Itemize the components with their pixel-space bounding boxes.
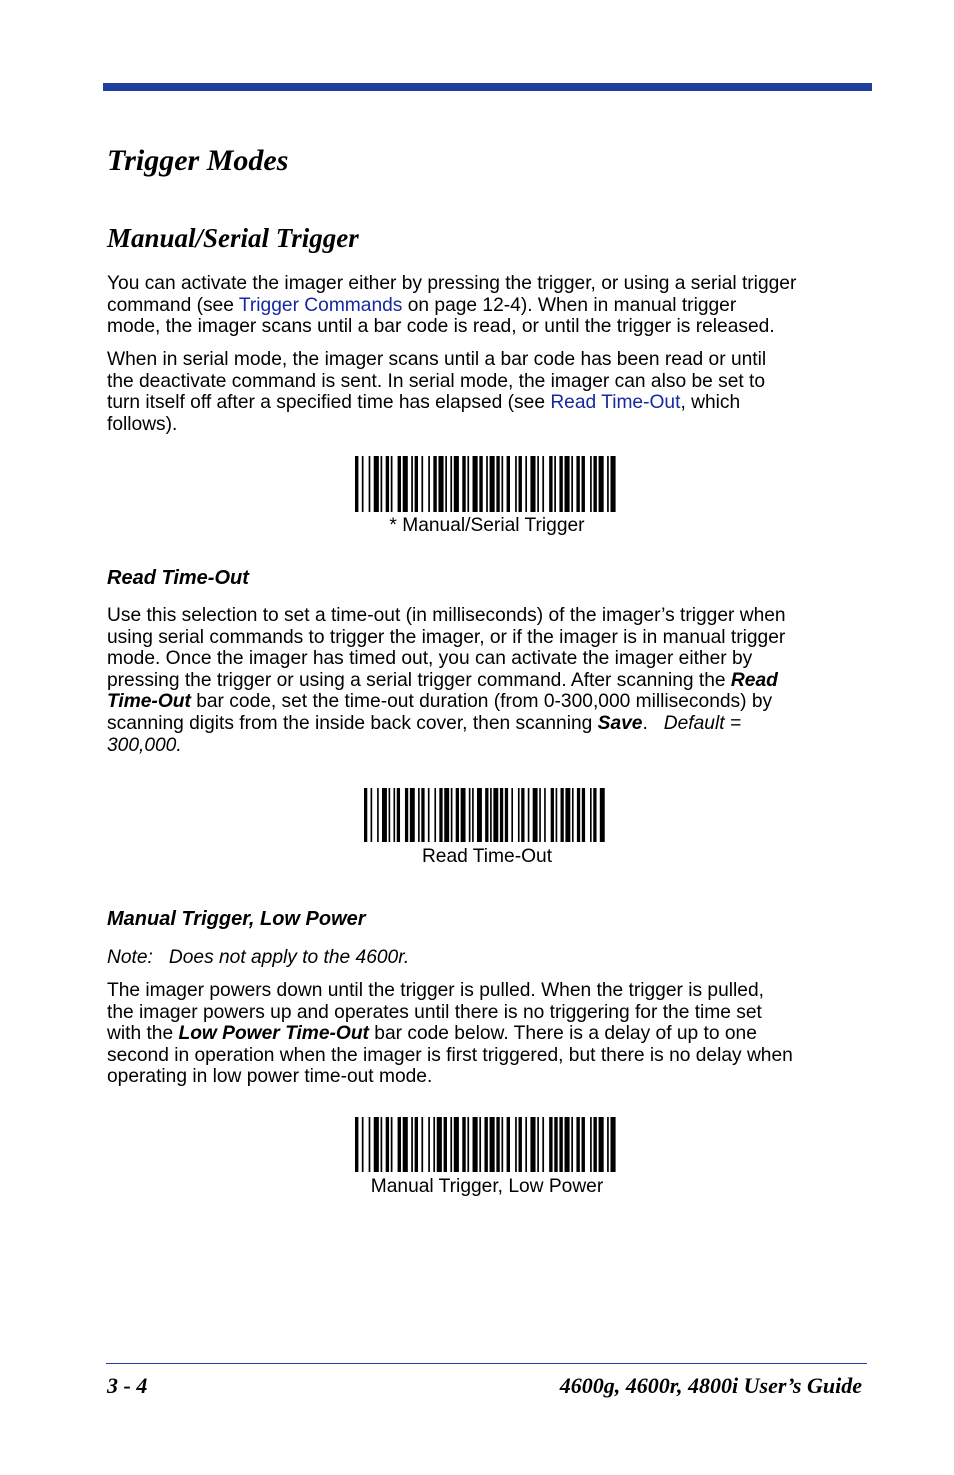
text-line (107, 670, 877, 692)
barcode-bar (377, 788, 379, 842)
barcode-bar (374, 1117, 379, 1172)
barcode-bar (403, 456, 408, 512)
barcode-bar (554, 1117, 557, 1172)
barcode-bar (433, 456, 436, 512)
trigger-commands-link[interactable]: Trigger Commands (238, 294, 403, 316)
barcode-bar (610, 1117, 615, 1172)
barcode-bar (599, 1117, 604, 1172)
barcode-bar (473, 456, 478, 512)
bold-term: Low Power Time-Out (178, 1023, 369, 1045)
text-line: mode, the imager scans until a bar code is read, or until the trigger is released. (107, 316, 775, 338)
barcode-bar (484, 1117, 487, 1172)
intro-paragraph-2 (107, 349, 877, 435)
barcode-bar (496, 1117, 499, 1172)
barcode-bar (572, 788, 574, 842)
barcode-bar (590, 788, 592, 842)
text-span: pressing the trigger or using a serial trigger command. After scanning the (107, 669, 731, 691)
footer-page-number: 3 - 4 (107, 1373, 148, 1398)
barcode-bar (391, 1117, 393, 1172)
barcode-bar (467, 1117, 469, 1172)
bold-term: Read (730, 669, 778, 691)
barcode-bar (486, 456, 488, 512)
barcode-bar (374, 456, 379, 512)
barcode-bar (450, 1117, 452, 1172)
barcode-bar (381, 1117, 383, 1172)
text-span: on page 12-4). When in manual trigger (402, 294, 737, 316)
barcode-bar (593, 456, 596, 512)
bold-term: Save (597, 712, 643, 734)
barcode-bar (537, 456, 539, 512)
low-power-paragraph (107, 980, 877, 1088)
barcode-bar (551, 788, 554, 842)
barcode-bar (559, 456, 562, 512)
barcode-bar (556, 788, 558, 842)
text-span: , which (680, 392, 741, 414)
read-time-out-paragraph (107, 605, 877, 756)
barcode-bar (444, 788, 449, 842)
barcode-bar (389, 788, 391, 842)
barcode-bar (490, 1117, 495, 1172)
barcode-bar (355, 456, 358, 512)
barcode-bar (519, 456, 522, 512)
barcode-bar (525, 1117, 527, 1172)
barcode-bar (582, 1117, 585, 1172)
barcode-bar (571, 456, 573, 512)
barcode-bar (521, 788, 524, 842)
note-label: Note: (107, 947, 153, 968)
barcode-bar (493, 788, 498, 842)
manual-trigger-low-power-barcode (355, 1117, 619, 1172)
barcode-bar (393, 788, 395, 842)
barcode-bar (533, 788, 538, 842)
barcode-bar (421, 456, 423, 512)
barcode-bar (593, 1117, 596, 1172)
barcode-bar (576, 456, 579, 512)
text-line: Use this selection to set a time-out (in milliseconds) of the imager’s trigger when (107, 605, 786, 626)
barcode-bar (593, 788, 596, 842)
barcode-bar (515, 1117, 517, 1172)
barcode-bar (445, 456, 447, 512)
low-power-heading: Manual Trigger, Low Power (107, 908, 366, 930)
text-span: bar code, set the time-out duration (from 0-300,000 milliseconds) by (190, 691, 773, 713)
barcode-bar (415, 1117, 418, 1172)
footer-rule (106, 1363, 867, 1364)
barcode-bar (362, 456, 364, 512)
barcode-bar (507, 456, 510, 512)
barcode-bar (433, 1117, 435, 1172)
barcode-bar (439, 788, 442, 842)
barcode-bar (544, 788, 546, 842)
barcode-bar (437, 1117, 442, 1172)
barcode-bar (571, 1117, 573, 1172)
barcode-bar (496, 456, 499, 512)
text-span: turn itself off after a specified time has elapsed (see (107, 392, 551, 414)
text-line: using serial commands to trigger the imager, or if the imager is in manual trigger (107, 626, 786, 648)
barcode-bar (490, 456, 495, 512)
barcode-bar (505, 788, 508, 842)
barcode-bar (519, 1117, 522, 1172)
barcode-bar (501, 456, 503, 512)
barcode-bar (549, 1117, 552, 1172)
barcode-bar (515, 456, 517, 512)
barcode-bar (454, 1117, 459, 1172)
note-text: Does not apply to the 4600r. (168, 947, 410, 968)
barcode-bar (610, 456, 615, 512)
default-label: Default = (663, 712, 742, 734)
text-line: the imager powers up and operates until there is no triggering for the time set (107, 1001, 762, 1023)
barcode-bar (456, 788, 459, 842)
text-line: You can activate the imager either by pressing the trigger, or using a serial trigger (107, 273, 797, 294)
manual-trigger-low-power-barcode-label: Manual Trigger, Low Power (370, 1176, 604, 1197)
barcode-bar (561, 788, 564, 842)
barcode-bar (421, 1117, 423, 1172)
text-line (107, 1023, 877, 1045)
barcode-bar (539, 788, 541, 842)
text-line: mode. Once the imager has timed out, you can activate the imager either by (107, 648, 753, 670)
text-span: bar code below. There is a delay of up to one (368, 1023, 757, 1045)
intro-paragraph-1 (107, 273, 877, 338)
barcode-bar (477, 788, 482, 842)
text-span: command (see (107, 294, 239, 316)
barcode-bar (405, 788, 408, 842)
barcode-bar (391, 456, 393, 512)
barcode-bar (369, 456, 371, 512)
text-span: . (642, 712, 664, 734)
barcode-bar (369, 1117, 371, 1172)
barcode-bar (451, 788, 453, 842)
barcode-bar (537, 1117, 539, 1172)
barcode-bar (582, 456, 585, 512)
barcode-bar (590, 456, 592, 512)
barcode-bar (462, 1117, 465, 1172)
bold-term: Time-Out (107, 691, 191, 713)
barcode-bar (438, 456, 443, 512)
footer-guide-title: 4600g, 4600r, 4800i User’s Guide (559, 1373, 862, 1398)
text-line: the deactivate command is sent. In serial mode, the imager can also be set to (107, 370, 766, 392)
manual-serial-trigger-barcode-label: * Manual/Serial Trigger (389, 515, 585, 536)
barcode-bar (565, 788, 570, 842)
barcode-bar (450, 456, 452, 512)
text-line: follows). (107, 413, 178, 435)
text-line: operating in low power time-out mode. (107, 1066, 433, 1088)
text-line (107, 713, 877, 735)
barcode-bar (530, 456, 535, 512)
barcode-bar (462, 456, 465, 512)
barcode-bar (386, 1117, 389, 1172)
barcode-bar (565, 456, 570, 512)
barcode-bar (542, 456, 544, 512)
barcode-bar (403, 1117, 408, 1172)
barcode-bar (428, 788, 430, 842)
barcode-bar (554, 456, 556, 512)
barcode-bar (479, 1117, 481, 1172)
barcode-bar (500, 788, 503, 842)
read-time-out-barcode-label: Read Time-Out (421, 846, 553, 867)
text-line (107, 392, 877, 414)
barcode-bar (576, 1117, 579, 1172)
text-line (107, 295, 877, 317)
barcode-bar (559, 1117, 562, 1172)
barcode-bar (418, 788, 420, 842)
barcode-bar (398, 456, 401, 512)
barcode-bar (371, 788, 373, 842)
barcode-bar (364, 788, 367, 842)
barcode-bar (542, 1117, 544, 1172)
text-line: When in serial mode, the imager scans until a bar code has been read or until (107, 349, 767, 370)
text-span: scanning digits from the inside back cover, then scanning (107, 712, 598, 734)
barcode-bar (549, 456, 552, 512)
section-title: Manual/Serial Trigger (107, 223, 359, 253)
barcode-bar (600, 788, 605, 842)
barcode-bar (444, 1117, 447, 1172)
barcode-bar (411, 1117, 413, 1172)
barcode-bar (381, 456, 383, 512)
barcode-bar (411, 456, 413, 512)
barcode-bar (472, 788, 474, 842)
barcode-bar (490, 788, 492, 842)
barcode-bar (607, 456, 609, 512)
barcode-bar (428, 1117, 430, 1172)
barcode-bar (428, 456, 430, 512)
header-rule (103, 83, 872, 91)
barcode-bar (469, 788, 471, 842)
barcode-bar (467, 456, 469, 512)
read-time-out-barcode (364, 788, 608, 842)
text-line: The imager powers down until the trigger is pulled. When the trigger is pulled, (107, 980, 764, 1001)
barcode-bar (511, 788, 513, 842)
barcode-bar (415, 456, 418, 512)
barcode-bar (525, 456, 527, 512)
barcode-bar (454, 456, 459, 512)
barcode-bar (565, 1117, 570, 1172)
barcode-bar (410, 788, 415, 842)
barcode-bar (461, 788, 466, 842)
barcode-bar (398, 1117, 401, 1172)
barcode-bar (485, 788, 488, 842)
barcode-bar (507, 1117, 510, 1172)
barcode-bar (382, 788, 387, 842)
barcode-bar (528, 788, 530, 842)
page-title: Trigger Modes (107, 144, 289, 177)
barcode-bar (590, 1117, 592, 1172)
barcode-bar (421, 788, 424, 842)
text-line: 300,000. (107, 734, 182, 756)
barcode-bar (355, 1117, 358, 1172)
barcode-bar (434, 788, 436, 842)
barcode-bar (582, 788, 585, 842)
read-time-out-link[interactable]: Read Time-Out (550, 392, 681, 414)
barcode-bar (362, 1117, 364, 1172)
barcode-bar (473, 1117, 478, 1172)
text-line (107, 691, 877, 713)
text-span: with the (107, 1023, 179, 1045)
note (107, 947, 877, 969)
manual-serial-trigger-barcode (355, 456, 619, 512)
read-time-out-heading: Read Time-Out (107, 567, 249, 589)
barcode-bar (599, 456, 604, 512)
barcode-bar (607, 1117, 609, 1172)
barcode-bar (577, 788, 580, 842)
barcode-bar (501, 1117, 503, 1172)
barcode-bar (518, 788, 520, 842)
barcode-bar (479, 456, 482, 512)
barcode-bar (397, 788, 400, 842)
barcode-bar (530, 1117, 535, 1172)
barcode-bar (386, 456, 389, 512)
text-line: second in operation when the imager is first triggered, but there is no delay when (107, 1044, 793, 1066)
